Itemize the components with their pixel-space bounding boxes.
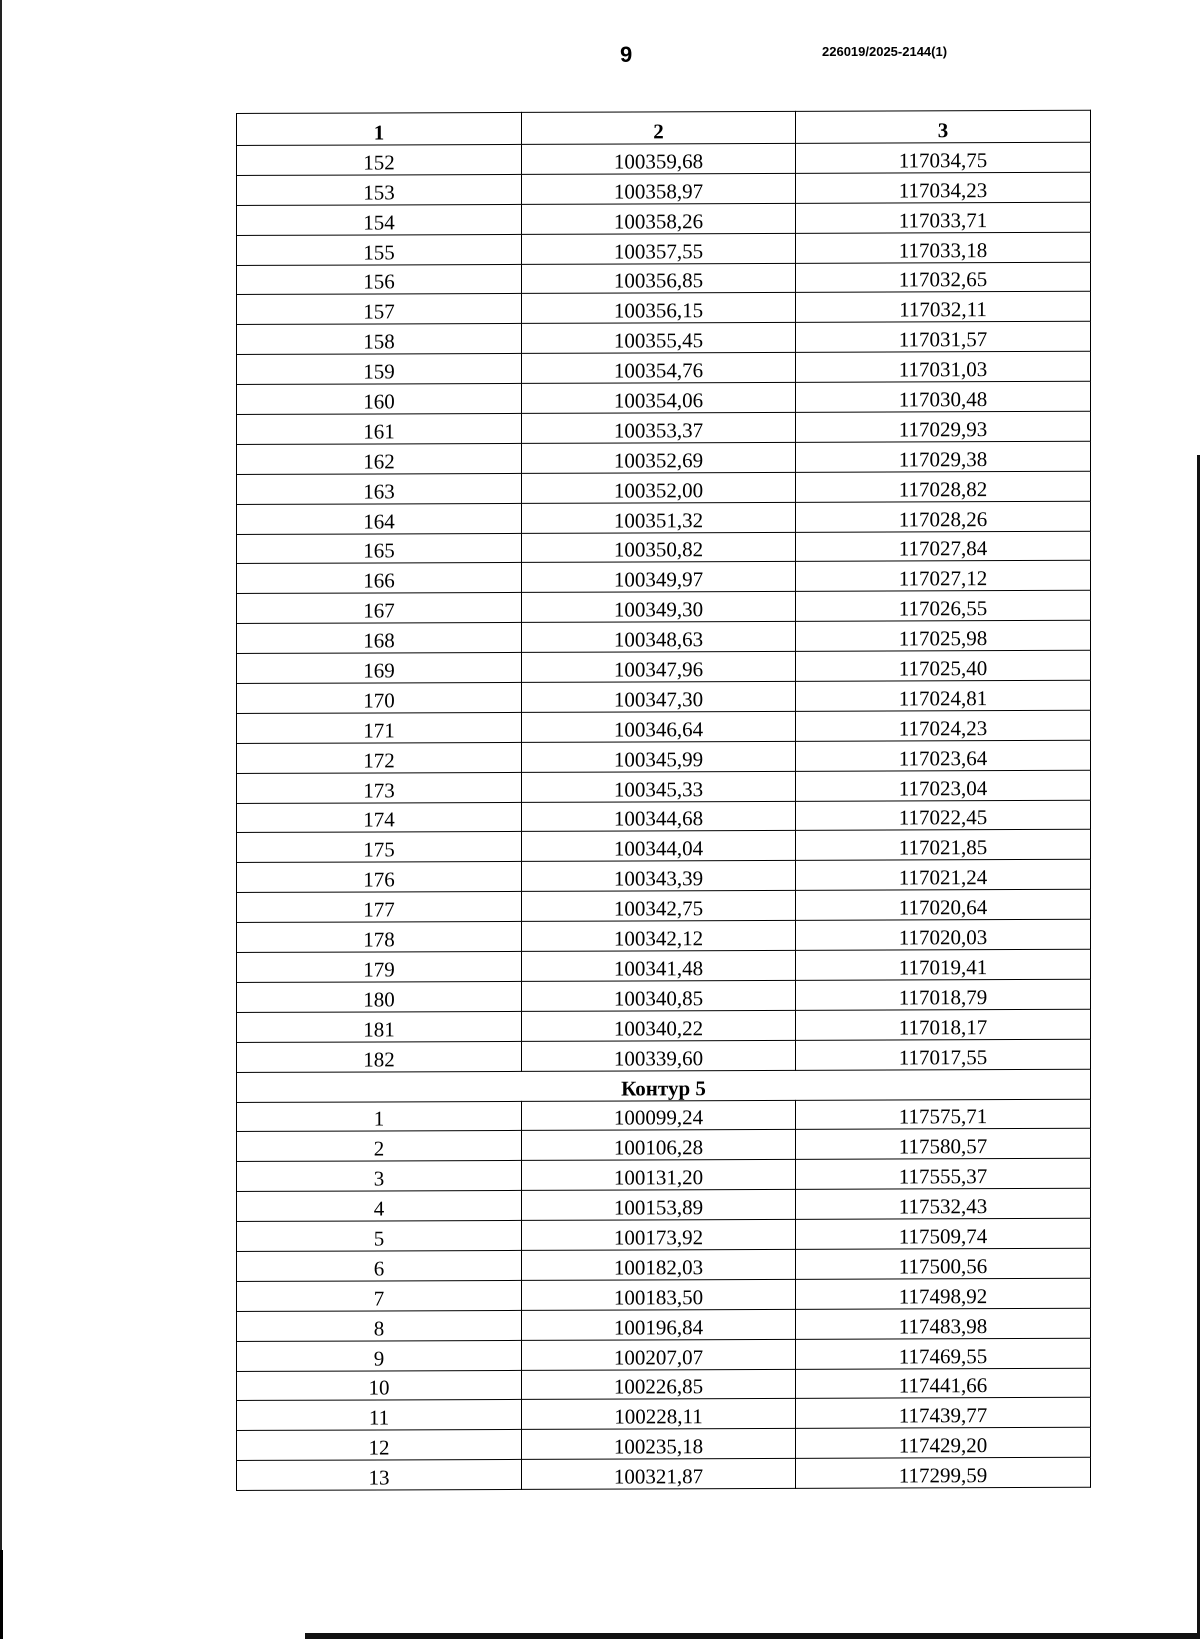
coord-x-cell: 100340,22 — [522, 1010, 796, 1041]
coord-y-cell: 117034,75 — [796, 142, 1091, 173]
point-number-cell: 158 — [237, 324, 522, 355]
page-number: 9 — [620, 42, 633, 67]
coord-y-cell: 117021,85 — [796, 830, 1091, 861]
coord-y-cell: 117439,77 — [796, 1398, 1091, 1429]
point-number-cell: 159 — [237, 354, 522, 385]
coord-y-cell: 117483,98 — [796, 1308, 1091, 1339]
table-row — [237, 561, 1091, 594]
coord-x-cell: 100346,64 — [522, 711, 796, 742]
coord-y-cell: 117020,03 — [796, 919, 1091, 950]
coord-y-cell: 117034,23 — [796, 172, 1091, 203]
table-row — [237, 620, 1091, 653]
table-row — [237, 501, 1091, 534]
table-row — [237, 351, 1091, 384]
table-row — [237, 979, 1091, 1012]
point-number-cell: 171 — [237, 712, 522, 743]
coord-y-cell: 117532,43 — [796, 1188, 1091, 1219]
column-header-3: 3 — [796, 110, 1091, 143]
coord-x-cell: 100321,87 — [522, 1459, 796, 1490]
coord-y-cell: 117030,48 — [796, 381, 1091, 412]
coord-y-cell: 117024,23 — [796, 710, 1091, 741]
coord-y-cell: 117500,56 — [796, 1248, 1091, 1279]
coord-x-cell: 100347,30 — [522, 681, 796, 712]
table-row — [237, 710, 1091, 743]
point-number-cell: 5 — [237, 1220, 522, 1251]
table-row — [237, 740, 1091, 773]
coord-y-cell: 117023,64 — [796, 740, 1091, 771]
table-row — [237, 680, 1091, 713]
column-header-2: 2 — [522, 111, 796, 144]
coord-y-cell: 117022,45 — [796, 800, 1091, 831]
point-number-cell: 12 — [237, 1430, 522, 1461]
coord-y-cell: 117029,93 — [796, 411, 1091, 442]
table-row — [237, 262, 1091, 295]
table-row — [237, 1099, 1091, 1132]
table-row — [237, 381, 1091, 414]
coord-x-cell: 100354,76 — [522, 353, 796, 384]
table-row — [237, 860, 1091, 893]
table-row — [237, 1009, 1091, 1042]
table-row — [237, 471, 1091, 504]
coord-x-cell: 100183,50 — [522, 1279, 796, 1310]
point-number-cell: 2 — [237, 1131, 522, 1162]
coord-y-cell: 117025,98 — [796, 620, 1091, 651]
table-row — [237, 770, 1091, 803]
coord-x-cell: 100173,92 — [522, 1219, 796, 1250]
table-row — [237, 1159, 1091, 1192]
coord-x-cell: 100340,85 — [522, 980, 796, 1011]
coord-y-cell: 117020,64 — [796, 889, 1091, 920]
point-number-cell: 178 — [237, 922, 522, 953]
coord-y-cell: 117021,24 — [796, 860, 1091, 891]
scan-bottom-bar — [305, 1633, 1200, 1639]
point-number-cell: 10 — [237, 1370, 522, 1401]
table-row — [237, 1039, 1091, 1072]
table-header-row — [237, 110, 1091, 145]
table-row — [237, 411, 1091, 444]
point-number-cell: 172 — [237, 742, 522, 773]
coord-y-cell: 117024,81 — [796, 680, 1091, 711]
table-row — [237, 591, 1091, 624]
point-number-cell: 170 — [237, 682, 522, 713]
point-number-cell: 153 — [237, 174, 522, 205]
coord-x-cell: 100207,07 — [522, 1339, 796, 1370]
table-row — [237, 1308, 1091, 1341]
coord-x-cell: 100106,28 — [522, 1130, 796, 1161]
point-number-cell: 175 — [237, 832, 522, 863]
coord-x-cell: 100359,68 — [522, 143, 796, 174]
point-number-cell: 8 — [237, 1310, 522, 1341]
coord-y-cell: 117575,71 — [796, 1099, 1091, 1130]
point-number-cell: 6 — [237, 1250, 522, 1281]
table-row — [237, 441, 1091, 474]
coord-x-cell: 100343,39 — [522, 861, 796, 892]
coord-y-cell: 117027,84 — [796, 531, 1091, 562]
table-row — [237, 800, 1091, 833]
point-number-cell: 9 — [237, 1340, 522, 1371]
table-row — [237, 142, 1091, 175]
coord-x-cell: 100347,96 — [522, 651, 796, 682]
coordinates-table — [236, 110, 1091, 1491]
coord-y-cell: 117019,41 — [796, 949, 1091, 980]
point-number-cell: 1 — [237, 1101, 522, 1132]
coord-y-cell: 117028,26 — [796, 501, 1091, 532]
table-row — [237, 949, 1091, 982]
table-row — [237, 1129, 1091, 1162]
point-number-cell: 164 — [237, 503, 522, 534]
point-number-cell: 169 — [237, 653, 522, 684]
coord-x-cell: 100352,69 — [522, 442, 796, 473]
point-number-cell: 174 — [237, 802, 522, 833]
coord-x-cell: 100349,30 — [522, 592, 796, 623]
coord-y-cell: 117033,71 — [796, 202, 1091, 233]
point-number-cell: 173 — [237, 772, 522, 803]
coord-x-cell: 100226,85 — [522, 1369, 796, 1400]
document-id: 226019/2025-2144(1) — [822, 44, 948, 59]
column-header-1: 1 — [237, 112, 522, 145]
table-row — [237, 1398, 1091, 1431]
point-number-cell: 4 — [237, 1191, 522, 1222]
coord-x-cell: 100356,15 — [522, 293, 796, 324]
coord-x-cell: 100344,68 — [522, 801, 796, 832]
point-number-cell: 157 — [237, 294, 522, 325]
coord-y-cell: 117469,55 — [796, 1338, 1091, 1369]
table-row — [237, 322, 1091, 355]
coord-x-cell: 100228,11 — [522, 1399, 796, 1430]
table-row — [237, 202, 1091, 235]
table-row — [237, 1248, 1091, 1281]
table-row — [237, 1188, 1091, 1221]
point-number-cell: 160 — [237, 384, 522, 415]
point-number-cell: 177 — [237, 892, 522, 923]
coord-x-cell: 100196,84 — [522, 1309, 796, 1340]
point-number-cell: 167 — [237, 593, 522, 624]
coord-x-cell: 100348,63 — [522, 622, 796, 653]
table-row — [237, 650, 1091, 683]
point-number-cell: 155 — [237, 234, 522, 265]
coord-y-cell: 117032,65 — [796, 262, 1091, 293]
point-number-cell: 7 — [237, 1280, 522, 1311]
section-title: Контур 5 — [237, 1069, 1091, 1102]
coord-x-cell: 100357,55 — [522, 233, 796, 264]
coord-y-cell: 117509,74 — [796, 1218, 1091, 1249]
coord-y-cell: 117031,03 — [796, 351, 1091, 382]
coord-x-cell: 100182,03 — [522, 1249, 796, 1280]
coord-y-cell: 117498,92 — [796, 1278, 1091, 1309]
point-number-cell: 180 — [237, 981, 522, 1012]
table-row — [237, 1338, 1091, 1371]
coord-y-cell: 117555,37 — [796, 1159, 1091, 1190]
coord-x-cell: 100345,33 — [522, 771, 796, 802]
point-number-cell: 3 — [237, 1161, 522, 1192]
coord-x-cell: 100358,97 — [522, 173, 796, 204]
coord-x-cell: 100352,00 — [522, 472, 796, 503]
point-number-cell: 176 — [237, 862, 522, 893]
coord-x-cell: 100350,82 — [522, 532, 796, 563]
coord-y-cell: 117032,11 — [796, 292, 1091, 323]
coord-x-cell: 100355,45 — [522, 323, 796, 354]
point-number-cell: 163 — [237, 473, 522, 504]
coord-y-cell: 117018,79 — [796, 979, 1091, 1010]
scan-left-mark — [0, 1550, 3, 1639]
point-number-cell: 179 — [237, 951, 522, 982]
coord-x-cell: 100099,24 — [522, 1100, 796, 1131]
table-row — [237, 292, 1091, 325]
coord-y-cell: 117031,57 — [796, 322, 1091, 353]
table-row — [237, 1218, 1091, 1251]
coord-y-cell: 117018,17 — [796, 1009, 1091, 1040]
point-number-cell: 161 — [237, 413, 522, 444]
coord-x-cell: 100345,99 — [522, 741, 796, 772]
coord-x-cell: 100341,48 — [522, 950, 796, 981]
coord-y-cell: 117027,12 — [796, 561, 1091, 592]
table-row — [237, 1428, 1091, 1461]
coord-y-cell: 117023,04 — [796, 770, 1091, 801]
table-row — [237, 531, 1091, 564]
scan-left-edge — [0, 0, 2, 1639]
coord-x-cell: 100349,97 — [522, 562, 796, 593]
coord-x-cell: 100342,12 — [522, 921, 796, 952]
point-number-cell: 162 — [237, 443, 522, 474]
point-number-cell: 181 — [237, 1011, 522, 1042]
point-number-cell: 154 — [237, 204, 522, 235]
coord-y-cell: 117580,57 — [796, 1129, 1091, 1160]
coord-x-cell: 100339,60 — [522, 1040, 796, 1071]
coord-y-cell: 117017,55 — [796, 1039, 1091, 1070]
coord-x-cell: 100153,89 — [522, 1190, 796, 1221]
coord-x-cell: 100354,06 — [522, 382, 796, 413]
table-row — [237, 830, 1091, 863]
point-number-cell: 182 — [237, 1041, 522, 1072]
table-row — [237, 1368, 1091, 1401]
table-row — [237, 232, 1091, 265]
coord-y-cell: 117029,38 — [796, 441, 1091, 472]
point-number-cell: 165 — [237, 533, 522, 564]
coord-x-cell: 100344,04 — [522, 831, 796, 862]
table-row — [237, 919, 1091, 952]
coord-x-cell: 100351,32 — [522, 502, 796, 533]
coord-y-cell: 117028,82 — [796, 471, 1091, 502]
coord-x-cell: 100353,37 — [522, 412, 796, 443]
coord-y-cell: 117026,55 — [796, 591, 1091, 622]
coord-x-cell: 100342,75 — [522, 891, 796, 922]
table-row — [237, 889, 1091, 922]
coord-x-cell: 100358,26 — [522, 203, 796, 234]
table-row — [237, 1278, 1091, 1311]
coord-x-cell: 100235,18 — [522, 1429, 796, 1460]
point-number-cell: 168 — [237, 623, 522, 654]
coord-y-cell: 117299,59 — [796, 1457, 1091, 1488]
point-number-cell: 156 — [237, 264, 522, 295]
point-number-cell: 152 — [237, 144, 522, 175]
coord-y-cell: 117441,66 — [796, 1368, 1091, 1399]
coord-x-cell: 100131,20 — [522, 1160, 796, 1191]
table-row — [237, 1457, 1091, 1490]
coord-y-cell: 117429,20 — [796, 1428, 1091, 1459]
point-number-cell: 13 — [237, 1460, 522, 1491]
point-number-cell: 166 — [237, 563, 522, 594]
table-row — [237, 172, 1091, 205]
section-row — [237, 1069, 1091, 1102]
coord-y-cell: 117025,40 — [796, 650, 1091, 681]
point-number-cell: 11 — [237, 1400, 522, 1431]
coord-x-cell: 100356,85 — [522, 263, 796, 294]
coord-y-cell: 117033,18 — [796, 232, 1091, 263]
